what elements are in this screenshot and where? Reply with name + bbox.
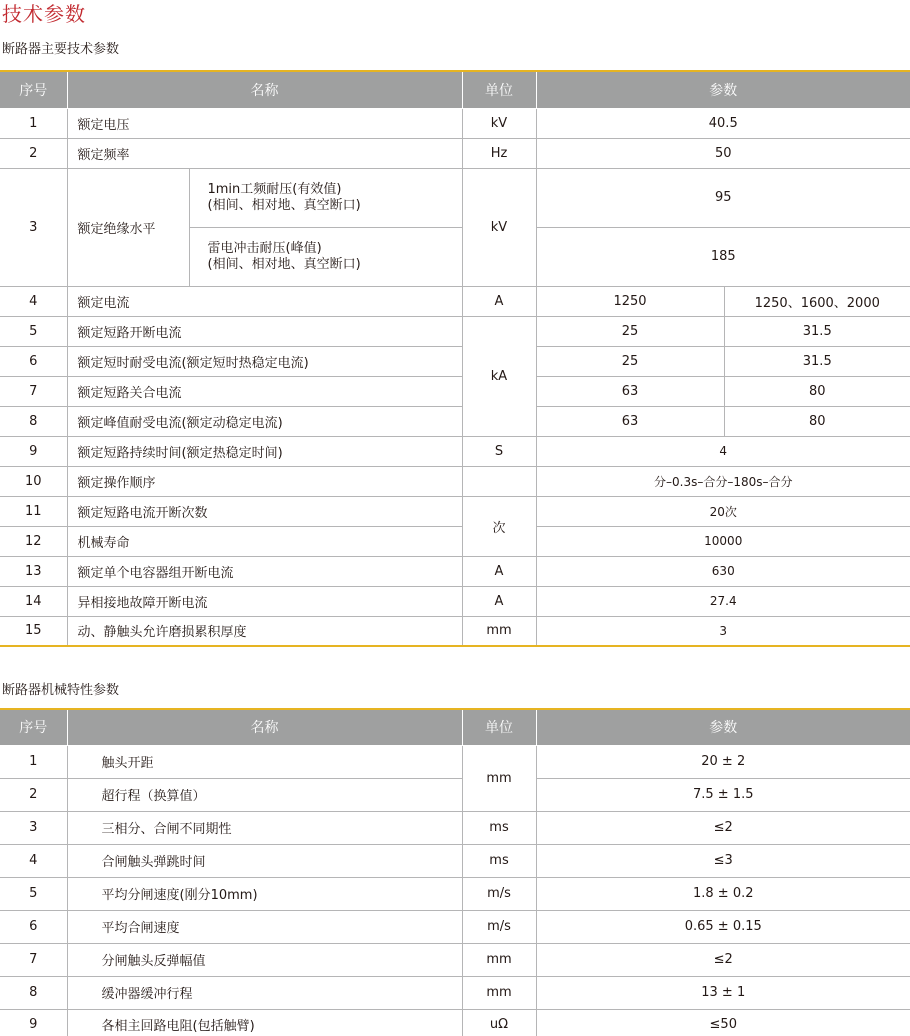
- row-unit: mm: [462, 745, 536, 811]
- row-unit: kA: [462, 316, 536, 436]
- row-no: 11: [0, 496, 67, 526]
- row-no: 4: [0, 844, 67, 877]
- col-header-name: 名称: [67, 709, 462, 745]
- table-row: [0, 168, 910, 227]
- row-name: 平均分闸速度(刚分10mm): [67, 877, 462, 910]
- row-unit: S: [462, 436, 536, 466]
- table-row: [0, 496, 910, 526]
- row-value: ≤2: [536, 943, 910, 976]
- row-value: 20次: [536, 496, 910, 526]
- row-value-2: 80: [724, 376, 910, 406]
- table-row: [0, 877, 910, 910]
- table-header-row: [0, 709, 910, 745]
- table-row: [0, 138, 910, 168]
- row-unit: kV: [462, 108, 536, 138]
- table-row: [0, 526, 910, 556]
- row-name: 平均合闸速度: [67, 910, 462, 943]
- row-unit: A: [462, 586, 536, 616]
- row-name: 异相接地故障开断电流: [67, 586, 462, 616]
- row-value: 185: [536, 227, 910, 286]
- row-unit: m/s: [462, 910, 536, 943]
- mechanical-parameters-table: [0, 708, 910, 1036]
- table-row: [0, 466, 910, 496]
- table-row: [0, 844, 910, 877]
- row-value: 3: [536, 616, 910, 646]
- main-parameters-table: [0, 70, 910, 647]
- row-name: 额定短路开断电流: [67, 316, 462, 346]
- table-row: [0, 346, 910, 376]
- row-name: 额定操作顺序: [67, 466, 462, 496]
- row-value: 27.4: [536, 586, 910, 616]
- row-value: 40.5: [536, 108, 910, 138]
- table-row: [0, 1009, 910, 1036]
- row-unit: m/s: [462, 877, 536, 910]
- table-row: [0, 943, 910, 976]
- row-value-2: 31.5: [724, 316, 910, 346]
- row-no: 1: [0, 108, 67, 138]
- row-name: 合闸触头弹跳时间: [67, 844, 462, 877]
- row-value: 7.5 ± 1.5: [536, 778, 910, 811]
- row-name: 额定频率: [67, 138, 462, 168]
- row-unit: kV: [462, 168, 536, 286]
- row-name: 额定短路持续时间(额定热稳定时间): [67, 436, 462, 466]
- page-title: 技术参数: [2, 2, 86, 26]
- row-unit: mm: [462, 616, 536, 646]
- row-no: 7: [0, 376, 67, 406]
- row-value-2: 31.5: [724, 346, 910, 376]
- row-no: 14: [0, 586, 67, 616]
- row-value: 20 ± 2: [536, 745, 910, 778]
- table-row: [0, 316, 910, 346]
- row-no: 5: [0, 316, 67, 346]
- table-row: [0, 586, 910, 616]
- row-no: 6: [0, 910, 67, 943]
- row-no: 8: [0, 976, 67, 1009]
- row-value-1: 25: [536, 316, 724, 346]
- table-row: [0, 811, 910, 844]
- row-value-2: 1250、1600、2000: [724, 286, 910, 316]
- row-name: 分闸触头反弹幅值: [67, 943, 462, 976]
- row-name: 额定短时耐受电流(额定短时热稳定电流): [67, 346, 462, 376]
- col-header-unit: 单位: [462, 71, 536, 108]
- row-no: 9: [0, 1009, 67, 1036]
- table-row: [0, 286, 910, 316]
- row-no: 7: [0, 943, 67, 976]
- row-no: 8: [0, 406, 67, 436]
- sub-item-line2: (相间、相对地、真空断口): [207, 256, 361, 272]
- row-unit: ms: [462, 811, 536, 844]
- row-no: 12: [0, 526, 67, 556]
- row-value: 13 ± 1: [536, 976, 910, 1009]
- row-value: 10000: [536, 526, 910, 556]
- row-value: 95: [536, 168, 910, 227]
- row-value: 50: [536, 138, 910, 168]
- row-value: 630: [536, 556, 910, 586]
- table-row: [0, 556, 910, 586]
- row-value: 1.8 ± 0.2: [536, 877, 910, 910]
- row-name: 额定短路关合电流: [67, 376, 462, 406]
- row-value-1: 63: [536, 406, 724, 436]
- row-no: 6: [0, 346, 67, 376]
- row-no: 10: [0, 466, 67, 496]
- row-no: 3: [0, 811, 67, 844]
- sub-item-line1: 1min工频耐压(有效值): [207, 181, 342, 197]
- table-row: [0, 976, 910, 1009]
- row-name: 额定绝缘水平: [67, 168, 189, 286]
- table-row: [0, 436, 910, 466]
- table-row: [0, 910, 910, 943]
- row-name: 额定电流: [67, 286, 462, 316]
- row-unit: [462, 466, 536, 496]
- row-value: 4: [536, 436, 910, 466]
- sub-item-power-frequency: [189, 168, 462, 227]
- row-value: ≤3: [536, 844, 910, 877]
- col-header-no: 序号: [0, 71, 67, 108]
- table-header-row: [0, 71, 910, 108]
- row-value-2: 80: [724, 406, 910, 436]
- table1-caption: 断路器主要技术参数: [2, 42, 120, 57]
- sub-item-lightning-impulse: [189, 227, 462, 286]
- row-name: 触头开距: [67, 745, 462, 778]
- row-no: 1: [0, 745, 67, 778]
- row-name: 缓冲器缓冲行程: [67, 976, 462, 1009]
- col-header-no: 序号: [0, 709, 67, 745]
- row-unit: ms: [462, 844, 536, 877]
- row-name: 额定峰值耐受电流(额定动稳定电流): [67, 406, 462, 436]
- row-unit: mm: [462, 943, 536, 976]
- table2-caption: 断路器机械特性参数: [2, 683, 120, 698]
- col-header-value: 参数: [536, 71, 910, 108]
- row-name: 额定短路电流开断次数: [67, 496, 462, 526]
- row-unit: A: [462, 286, 536, 316]
- table-row: [0, 108, 910, 138]
- row-name: 动、静触头允许磨损累积厚度: [67, 616, 462, 646]
- row-no: 13: [0, 556, 67, 586]
- table-row: [0, 778, 910, 811]
- table-row: [0, 376, 910, 406]
- row-unit: A: [462, 556, 536, 586]
- col-header-unit: 单位: [462, 709, 536, 745]
- col-header-name: 名称: [67, 71, 462, 108]
- row-unit: uΩ: [462, 1009, 536, 1036]
- row-no: 15: [0, 616, 67, 646]
- row-value: ≤50: [536, 1009, 910, 1036]
- table-row: [0, 406, 910, 436]
- table-row: [0, 745, 910, 778]
- row-no: 9: [0, 436, 67, 466]
- row-value-1: 25: [536, 346, 724, 376]
- row-name: 各相主回路电阻(包括触臂): [67, 1009, 462, 1036]
- row-value-1: 63: [536, 376, 724, 406]
- row-value-1: 1250: [536, 286, 724, 316]
- row-name: 三相分、合闸不同期性: [67, 811, 462, 844]
- sub-item-line2: (相间、相对地、真空断口): [207, 197, 361, 213]
- row-name: 额定电压: [67, 108, 462, 138]
- row-no: 2: [0, 778, 67, 811]
- row-name: 机械寿命: [67, 526, 462, 556]
- row-name: 超行程（换算值）: [67, 778, 462, 811]
- row-no: 2: [0, 138, 67, 168]
- row-value: 分–0.3s–合分–180s–合分: [536, 466, 910, 496]
- row-unit: mm: [462, 976, 536, 1009]
- row-value: ≤2: [536, 811, 910, 844]
- row-name: 额定单个电容器组开断电流: [67, 556, 462, 586]
- col-header-value: 参数: [536, 709, 910, 745]
- row-unit: Hz: [462, 138, 536, 168]
- row-unit: 次: [462, 496, 536, 556]
- table-row: [0, 616, 910, 646]
- row-no: 5: [0, 877, 67, 910]
- row-no: 4: [0, 286, 67, 316]
- row-no: 3: [0, 168, 67, 286]
- sub-item-line1: 雷电冲击耐压(峰值): [207, 240, 322, 256]
- row-value: 0.65 ± 0.15: [536, 910, 910, 943]
